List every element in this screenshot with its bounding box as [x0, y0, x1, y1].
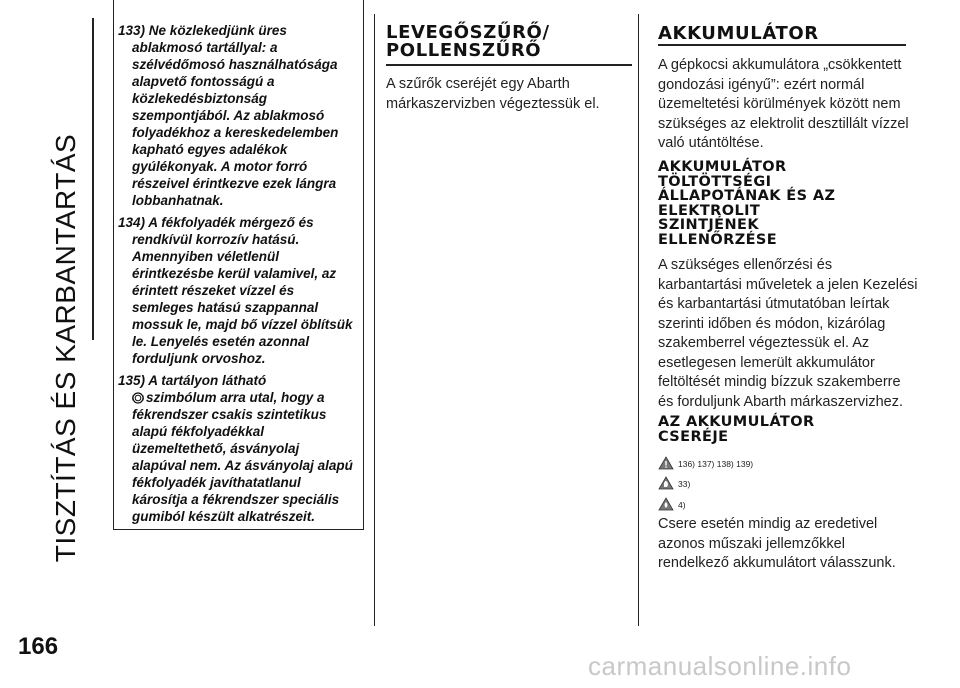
- paragraph-line: rendelkező akkumulátort válasszunk.: [658, 555, 896, 571]
- warning-item-135: [118, 372, 364, 525]
- paragraph-line: azonos műszaki jellemzőkkel: [658, 535, 845, 552]
- paragraph-line: üzemeltetési körülmények között nem: [658, 96, 901, 112]
- battery-section-title: AKKUMULÁTOR: [658, 23, 819, 44]
- warning-lead-line: [118, 372, 364, 389]
- paragraph-line: A szükséges ellenőrzési és: [658, 257, 833, 273]
- paragraph-line: és forduljunk Abarth márkaszervizhez.: [658, 393, 903, 410]
- warning-line: alapvető fontosságú a: [132, 74, 275, 89]
- warning-line: közlekedésbiztonság: [132, 91, 268, 106]
- battery-replace-subtitle: [658, 415, 815, 444]
- battery-check-subtitle: [658, 160, 835, 247]
- warning-line: le. Lenyelés esetén azonnal: [132, 334, 310, 349]
- warning-line: szimbólum arra utal, hogy a: [146, 390, 325, 405]
- environment-icon: [658, 497, 674, 511]
- paragraph-line: szükséges az elektrolit desztillált vízzel: [658, 115, 909, 132]
- warning-line: forduljunk orvoshoz.: [132, 351, 266, 366]
- paragraph-line: való utántöltése.: [658, 135, 764, 151]
- warning-line: gumiból készült alkatrészeit.: [132, 509, 316, 524]
- warning-lead-line: [118, 214, 364, 231]
- subtitle-line: AZ AKKUMULÁTOR: [658, 414, 815, 430]
- warning-line: érintkezésbe kerül valamivel, az: [132, 266, 337, 281]
- warning-line: szélvédőmosó használhatósága: [132, 57, 338, 72]
- paragraph-line: Csere esetén mindig az eredetivel: [658, 516, 878, 532]
- battery-title-rule: [658, 44, 906, 46]
- reference-numbers: 4): [678, 500, 686, 510]
- warning-triangle-icon: [658, 456, 674, 470]
- paragraph-line: esetlegesen lemerült akkumulátor: [658, 354, 875, 371]
- warning-body: [118, 389, 364, 525]
- subtitle-line: SZINTJÉNEK: [658, 217, 759, 233]
- column-divider: [374, 14, 375, 626]
- battery-replace-paragraph: [658, 515, 896, 574]
- paragraph-line: szakemberrel végeztessük el. Az: [658, 335, 870, 351]
- warning-line: mossuk le, majd bő vízzel öblítsük: [132, 317, 353, 332]
- warning-line: szempontjából. Az ablakmosó: [132, 108, 325, 123]
- warning-line: fékrendszer csakis szintetikus: [132, 407, 327, 422]
- warning-item-134: [118, 214, 364, 367]
- warning-line: lobbanhatnak.: [132, 193, 224, 208]
- subtitle-line: TÖLTÖTTSÉGI: [658, 173, 772, 190]
- paragraph-line: gondozási igényű”: ezért normál: [658, 76, 865, 93]
- subtitle-line: ELEKTROLIT: [658, 202, 761, 219]
- warning-item-133: [118, 22, 364, 209]
- warning-body: [118, 231, 364, 367]
- warning-line: fékfolyadék javíthatatlanul: [132, 475, 301, 490]
- warning-line: alapúval nem. Az ásványolaj alapú: [132, 458, 353, 473]
- hand-caution-icon: [658, 476, 674, 490]
- warning-lead: A fékfolyadék mérgező és: [148, 215, 314, 230]
- paragraph-line: A szűrők cseréjét egy Abarth: [386, 76, 570, 92]
- filter-title-rule: [386, 64, 632, 66]
- paragraph-line: és karbantartási útmutatóban leírtak: [658, 296, 890, 312]
- reference-row-cautions: [658, 475, 690, 493]
- warning-icon-line: [132, 389, 364, 406]
- warning-line: károsítja a fékrendszer speciális: [132, 492, 340, 507]
- brake-fluid-symbol-icon: [132, 392, 144, 404]
- filter-section-title: [386, 24, 550, 60]
- paragraph-line: feltöltését mindig bízzuk szakemberre: [658, 374, 901, 390]
- subtitle-line: CSERÉJE: [658, 428, 729, 445]
- subtitle-line: AKKUMULÁTOR: [658, 159, 787, 175]
- reference-numbers: 136) 137) 138) 139): [678, 459, 754, 469]
- warning-line: Amennyiben véletlenül: [132, 249, 280, 264]
- chapter-side-rule: [92, 18, 94, 340]
- paragraph-line: A gépkocsi akkumulátora „csökkentett: [658, 57, 902, 73]
- paragraph-line: szerinti időben és módon, kizárólag: [658, 315, 886, 332]
- warning-line: folyadékhoz a kereskedelemben: [132, 125, 339, 140]
- warning-number: 133): [118, 23, 146, 38]
- warning-lead: A tartályon látható: [148, 373, 267, 388]
- warning-number: 135): [118, 373, 146, 388]
- watermark-text: carmanualsonline.info: [588, 651, 852, 681]
- filter-title-line: POLLENSZŰRŐ: [386, 40, 542, 61]
- column-divider: [638, 14, 639, 626]
- filter-title-line: LEVEGŐSZŰRŐ/: [386, 22, 550, 43]
- reference-numbers: 33): [678, 479, 691, 489]
- subtitle-line: ELLENŐRZÉSE: [658, 231, 778, 248]
- warning-line: üzemeltethető, ásványolaj: [132, 441, 300, 456]
- reference-row-environment: [658, 496, 686, 514]
- warning-line: semleges hatású szappannal: [132, 300, 319, 315]
- warning-lead-line: [118, 22, 364, 39]
- warning-line: érintett részeket vízzel és: [132, 283, 295, 298]
- chapter-side-title: TISZTÍTÁS ÉS KARBANTARTÁS: [50, 133, 81, 563]
- warning-line: rendkívül korrozív hatású.: [132, 232, 300, 247]
- warning-line: gyúlékonyak. A motor forró: [132, 159, 308, 174]
- paragraph-line: márkaszervizben végeztessük el.: [386, 95, 600, 112]
- battery-check-paragraph: [658, 256, 918, 412]
- warning-line: részeivel érintkezve ezek lángra: [132, 176, 337, 191]
- filter-paragraph: [386, 75, 600, 114]
- warning-body: [118, 39, 364, 209]
- warning-lead: Ne közlekedjünk üres: [148, 23, 287, 38]
- page-number: 166: [18, 633, 59, 660]
- battery-intro-paragraph: [658, 56, 909, 154]
- warning-line: kapható egyes adalékok: [132, 142, 288, 157]
- warning-line: alapú fékfolyadékkal: [132, 424, 265, 439]
- warning-line: ablakmosó tartállyal: a: [132, 40, 278, 55]
- warning-number: 134): [118, 215, 146, 230]
- subtitle-line: ÁLLAPOTÁNAK ÉS AZ: [658, 188, 836, 204]
- paragraph-line: karbantartási műveletek a jelen Kezelési: [658, 276, 918, 293]
- reference-row-warnings: [658, 455, 753, 473]
